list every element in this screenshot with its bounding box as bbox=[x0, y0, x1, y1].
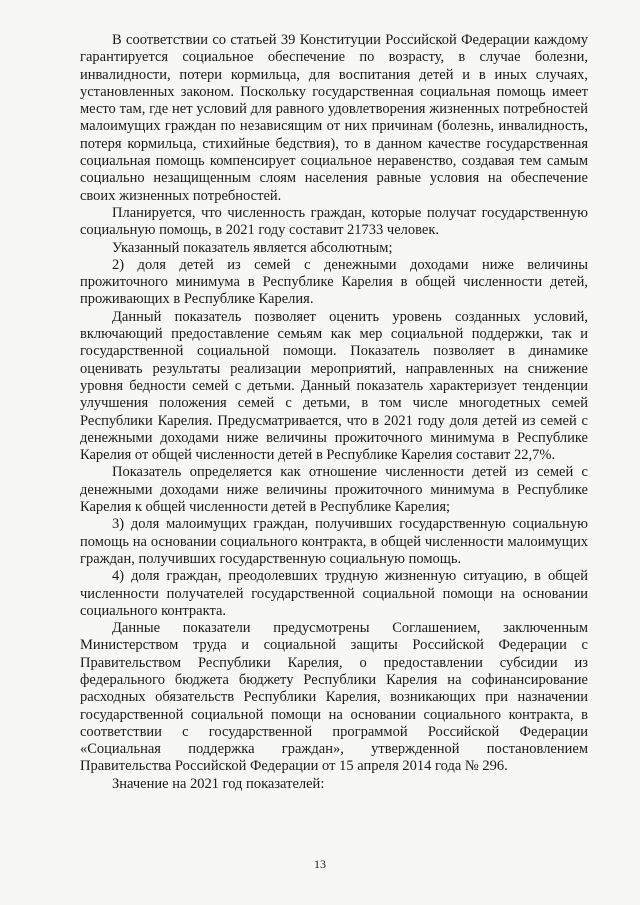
paragraph-agreement: Данные показатели предусмотрены Соглашением, заключенным Министерством труда и социальной защиты Российской Федерации с Правительством Республики Карелия, о предоставлении субсидии из федерального бюджета бюджету Республики Карелия на софинансирование расходных обязательств Республики Карелия, возникающих при назначении государственной социальной помощи на основании социального контракта, в соответствии с государственной программой Российской Федерации «Социальная поддержка граждан», утвержденной постановлением Правительства Российской Федерации от 15 апреля 2014 года № 296. bbox=[80, 620, 588, 775]
paragraph-indicator-2-definition: Показатель определяется как отношение численности детей из семей с денежными доходами ниже величины прожиточного минимума в Республике Карелия к общей численности детей в Республике Карелия; bbox=[80, 464, 588, 516]
paragraph-absolute-indicator: Указанный показатель является абсолютным; bbox=[112, 239, 393, 256]
paragraph-constitution: В соответствии со статьей 39 Конституции Российской Федерации каждому гарантируется социальное обеспечение по возрасту, в случае болезни, инвалидности, потери кормильца, для воспитания детей и в иных случаях, установленных законом. Поскольку государственная социальная помощь имеет место там, где нет условий для равного удовлетворения жизненных потребностей малоимущих граждан по независящим от них причинам (болезнь, инвалидность, потеря кормильца, стихийные бедствия), то в данном качестве государственная социальная помощь компенсирует социальное неравенство, создавая тем самым социально незащищенным слоям населения равные условия на обеспечение своих жизненных потребностей. bbox=[80, 32, 588, 204]
document-body bbox=[80, 32, 588, 793]
paragraph-indicator-2-description: Данный показатель позволяет оценить уровень созданных условий, включающий предоставление семьям как мер социальной поддержки, так и государственной социальной помощи. Показатель позволяет в динамике оценивать результаты реализации мероприятий, направленных на снижение уровня бедности семей с детьми. Данный показатель характеризует тенденции улучшения положения семей с детьми, в том числе многодетных семей Республики Карелия. Предусматривается, что в 2021 году доля детей из семей с денежными доходами ниже величины прожиточного минимума в Республике Карелия от общей численности детей в Республике Карелия составит 22,7%. bbox=[80, 308, 588, 464]
paragraph-indicator-2: 2) доля детей из семей с денежными доходами ниже величины прожиточного минимума в Республике Карелия в общей численности детей, проживающих в Республике Карелия. bbox=[80, 256, 588, 308]
paragraph-planned-count: Планируется, что численность граждан, которые получат государственную социальную помощь, в 2021 году составит 21733 человек. bbox=[80, 204, 588, 239]
paragraph-indicator-3: 3) доля малоимущих граждан, получивших государственную социальную помощь на основании социального контракта, в общей численности малоимущих граждан, получивших государственную социальную помощь. bbox=[80, 516, 588, 567]
page-number: 13 bbox=[314, 857, 326, 871]
paragraph-indicator-4: 4) доля граждан, преодолевших трудную жизненную ситуацию, в общей численности получателей государственной социальной помощи на основании социального контракта. bbox=[80, 568, 588, 619]
paragraph-values-intro: Значение на 2021 год показателей: bbox=[112, 775, 325, 792]
